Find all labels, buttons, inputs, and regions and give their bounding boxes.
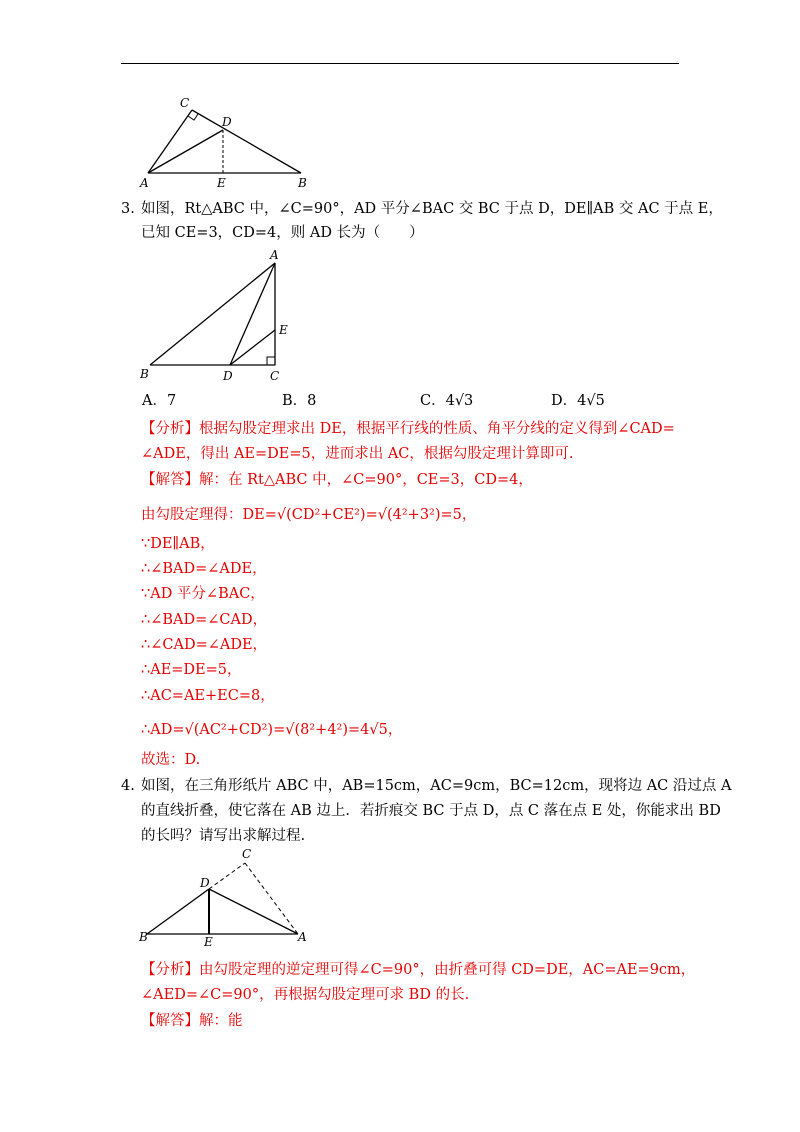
q4-fig-label-a: A (298, 930, 307, 944)
q3-analysis-line2: ∠ADE，得出 AE=DE=5，进而求出 AC，根据勾股定理计算即可. (141, 446, 574, 462)
header-rule (121, 63, 679, 64)
q4-fig-label-b: B (139, 930, 148, 944)
q3-stem-line1: 如图，Rt△ABC 中，∠C=90°，AD 平分∠BAC 交 BC 于点 D，DE∥AB 交 AC 于点 E， (141, 201, 723, 217)
q3-step-8: ∴AC=AE+EC=8， (141, 688, 275, 704)
q4-stem-line3: 的长吗？请写出求解过程. (141, 828, 306, 844)
figure-1-triangle (138, 94, 318, 194)
q3-answer-tag: 【解答】 (141, 472, 199, 488)
q3-analysis-tag: 【分析】 (141, 421, 199, 437)
q3-choice-a: A．7 (142, 393, 177, 409)
fig1-label-d: D (222, 115, 232, 129)
q3-fig-label-b: B (140, 367, 149, 381)
q3-number: 3. (121, 201, 135, 217)
q4-analysis-line1: 由勾股定理的逆定理可得∠C=90°，由折叠可得 CD=DE，AC=AE=9cm， (199, 962, 696, 978)
q4-fig-label-c: C (242, 847, 252, 861)
q4-answer-line1: 解：能 (199, 1013, 243, 1029)
q3-analysis-line1: 根据勾股定理求出 DE，根据平行线的性质、角平分线的定义得到∠CAD= (199, 421, 675, 437)
q3-step-9: ∴AD=√(AC²+CD²)=√(8²+4²)=4√5， (141, 722, 403, 738)
q4-fig-label-d: D (200, 876, 210, 890)
q4-figure (134, 846, 324, 952)
q3-figure (138, 246, 298, 386)
fig1-label-a: A (140, 176, 149, 190)
fig1-label-c: C (180, 96, 190, 110)
q3-step-6: ∴∠CAD=∠ADE， (141, 637, 268, 653)
q3-fig-label-e: E (279, 323, 288, 337)
q3-choice-b: B．8 (282, 393, 317, 409)
q3-answer (141, 470, 533, 490)
q3-fig-label-c: C (270, 369, 280, 383)
q3-choice-c: C．4√3 (420, 393, 474, 409)
q3-analysis (141, 419, 675, 439)
q3-step-4: ∵AD 平分∠BAC， (141, 586, 265, 602)
q3-step-10: 故选：D. (141, 752, 201, 768)
q3-fig-label-d: D (223, 369, 233, 383)
q4-analysis-line2: ∠AED=∠C=90°，再根据勾股定理可求 BD 的长. (141, 987, 470, 1003)
q4-number: 4. (121, 778, 135, 794)
q3-stem-line2: 已知 CE=3，CD=4，则 AD 长为（ ） (141, 225, 424, 241)
q3-choice-d: D．4√5 (551, 393, 605, 409)
q3-step-3: ∴∠BAD=∠ADE， (141, 561, 267, 577)
fig1-label-b: B (298, 176, 307, 190)
q4-fig-label-e: E (204, 935, 213, 949)
fig1-label-e: E (217, 176, 226, 190)
q4-analysis (141, 960, 695, 980)
q4-answer-tag: 【解答】 (141, 1013, 199, 1029)
q3-answer-line1: 解：在 Rt△ABC 中，∠C=90°，CE=3，CD=4， (199, 472, 533, 488)
q3-step-7: ∴AE=DE=5， (141, 662, 242, 678)
q3-step-2: ∵DE∥AB， (141, 536, 215, 552)
q4-stem-line1: 如图，在三角形纸片 ABC 中，AB=15cm，AC=9cm，BC=12cm，现将边 AC 沿过点 A (141, 778, 732, 794)
q3-step-5: ∴∠BAD=∠CAD， (141, 612, 268, 628)
q4-answer (141, 1011, 243, 1031)
q3-step-1: 由勾股定理得：DE=√(CD²+CE²)=√(4²+3²)=5， (141, 507, 477, 523)
q3-fig-label-a: A (270, 248, 279, 262)
q4-analysis-tag: 【分析】 (141, 962, 199, 978)
q4-stem-line2: 的直线折叠，使它落在 AB 边上．若折痕交 BC 于点 D，点 C 落在点 E 处，你能求出 BD (141, 803, 721, 819)
